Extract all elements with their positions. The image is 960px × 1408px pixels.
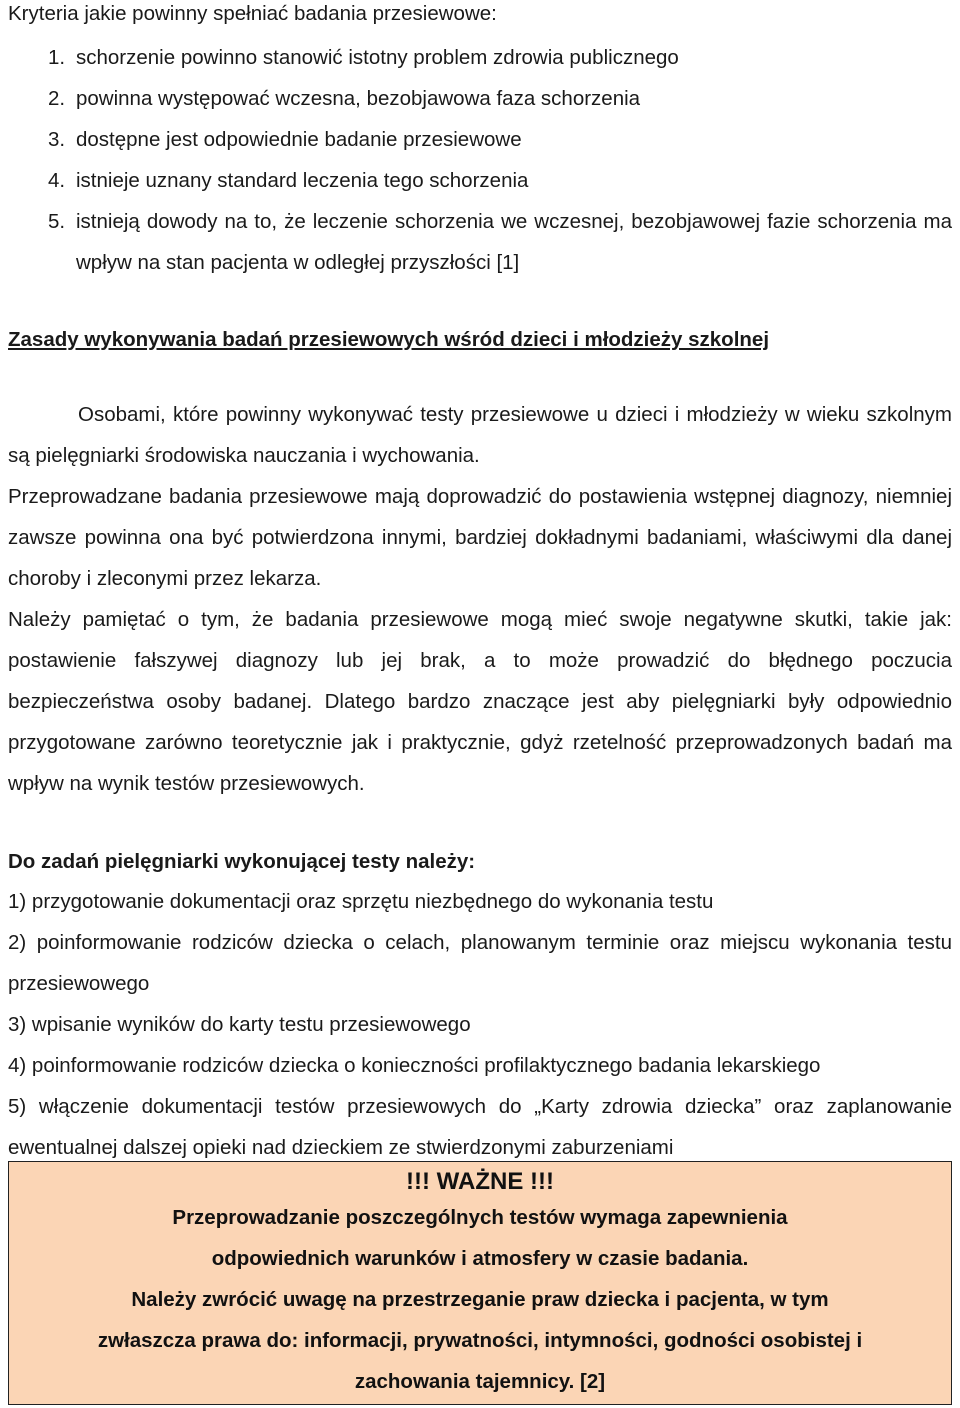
tasks-heading: Do zadań pielęgniarki wykonującej testy należy: bbox=[8, 850, 476, 873]
list-item-number: 4. bbox=[48, 169, 66, 192]
list-item bbox=[48, 78, 952, 119]
list-item-number: 3. bbox=[48, 128, 66, 151]
list-item-number: 5. bbox=[48, 210, 66, 233]
notice-line: zwłaszcza prawa do: informacji, prywatności, intymności, godności osobistej i bbox=[97, 1329, 863, 1352]
criteria-list bbox=[8, 37, 952, 283]
task-item: 1) przygotowanie dokumentacji oraz sprzętu niezbędnego do wykonania testu bbox=[8, 890, 714, 913]
list-item bbox=[48, 37, 952, 78]
task-item: 5) włączenie dokumentacji testów przesiewowych do „Karty zdrowia dziecka” oraz zaplanowanie ewentualnej dalszej opieki nad dzieckiem ze stwierdzonymi zaburzeniami bbox=[8, 1095, 952, 1159]
list-item-text: powinna występować wczesna, bezobjawowa faza schorzenia bbox=[76, 87, 641, 110]
paragraph: Przeprowadzane badania przesiewowe mają doprowadzić do postawienia wstępnej diagnozy, niemniej zawsze powinna ona być potwierdzona innymi, bardziej dokładnymi badaniami, właściwymi dla danej choroby i zleconymi przez lekarza. bbox=[8, 485, 952, 590]
task-item: 2) poinformowanie rodziców dziecka o celach, planowanym terminie oraz miejscu wykonania testu przesiewowego bbox=[8, 931, 952, 995]
list-item-text: dostępne jest odpowiednie badanie przesiewowe bbox=[76, 128, 522, 151]
list-item-number: 1. bbox=[48, 46, 66, 69]
paragraph: Należy pamiętać o tym, że badania przesiewowe mogą mieć swoje negatywne skutki, takie jak: postawienie fałszywej diagnozy lub jej brak, a to może prowadzić do błędnego poczucia bezpieczeństwa osoby badanej. Dlatego bardzo znaczące jest aby pielęgniarki były odpowiednio przygotowane zarówno teoretycznie jak i praktycznie, gdyż rzetelność przeprowadzonych badań ma wpływ na wynik testów przesiewowych. bbox=[8, 608, 952, 795]
list-item bbox=[48, 160, 952, 201]
list-item-number: 2. bbox=[48, 87, 66, 110]
list-item bbox=[48, 201, 952, 283]
list-item-text: schorzenie powinno stanowić istotny problem zdrowia publicznego bbox=[76, 46, 679, 69]
list-item-text: istnieje uznany standard leczenia tego schorzenia bbox=[76, 169, 529, 192]
notice-line: Należy zwrócić uwagę na przestrzeganie praw dziecka i pacjenta, w tym bbox=[131, 1288, 829, 1311]
important-notice-box bbox=[8, 1161, 952, 1405]
list-item-text: istnieją dowody na to, że leczenie schorzenia we wczesnej, bezobjawowej fazie schorzenia ma wpływ na stan pacjenta w odległej przyszłości [1] bbox=[76, 210, 952, 274]
notice-line: zachowania tajemnicy. [2] bbox=[354, 1370, 606, 1393]
notice-title: !!! WAŻNE !!! bbox=[406, 1168, 554, 1195]
document-page bbox=[8, 0, 952, 1168]
list-item bbox=[48, 119, 952, 160]
tasks-list bbox=[8, 881, 952, 1168]
notice-line: Przeprowadzanie poszczególnych testów wymaga zapewnienia bbox=[172, 1206, 788, 1229]
section-heading: Zasady wykonywania badań przesiewowych wśród dzieci i młodzieży szkolnej bbox=[8, 328, 770, 351]
task-item: 3) wpisanie wyników do karty testu przesiewowego bbox=[8, 1013, 471, 1036]
criteria-intro: Kryteria jakie powinny spełniać badania przesiewowe: bbox=[8, 2, 497, 25]
task-item: 4) poinformowanie rodziców dziecka o konieczności profilaktycznego badania lekarskiego bbox=[8, 1054, 821, 1077]
notice-line: odpowiednich warunków i atmosfery w czasie badania. bbox=[211, 1247, 749, 1270]
paragraph: Osobami, które powinny wykonywać testy przesiewowe u dzieci i młodzieży w wieku szkolnym są pielęgniarki środowiska nauczania i wychowania. bbox=[8, 403, 952, 467]
